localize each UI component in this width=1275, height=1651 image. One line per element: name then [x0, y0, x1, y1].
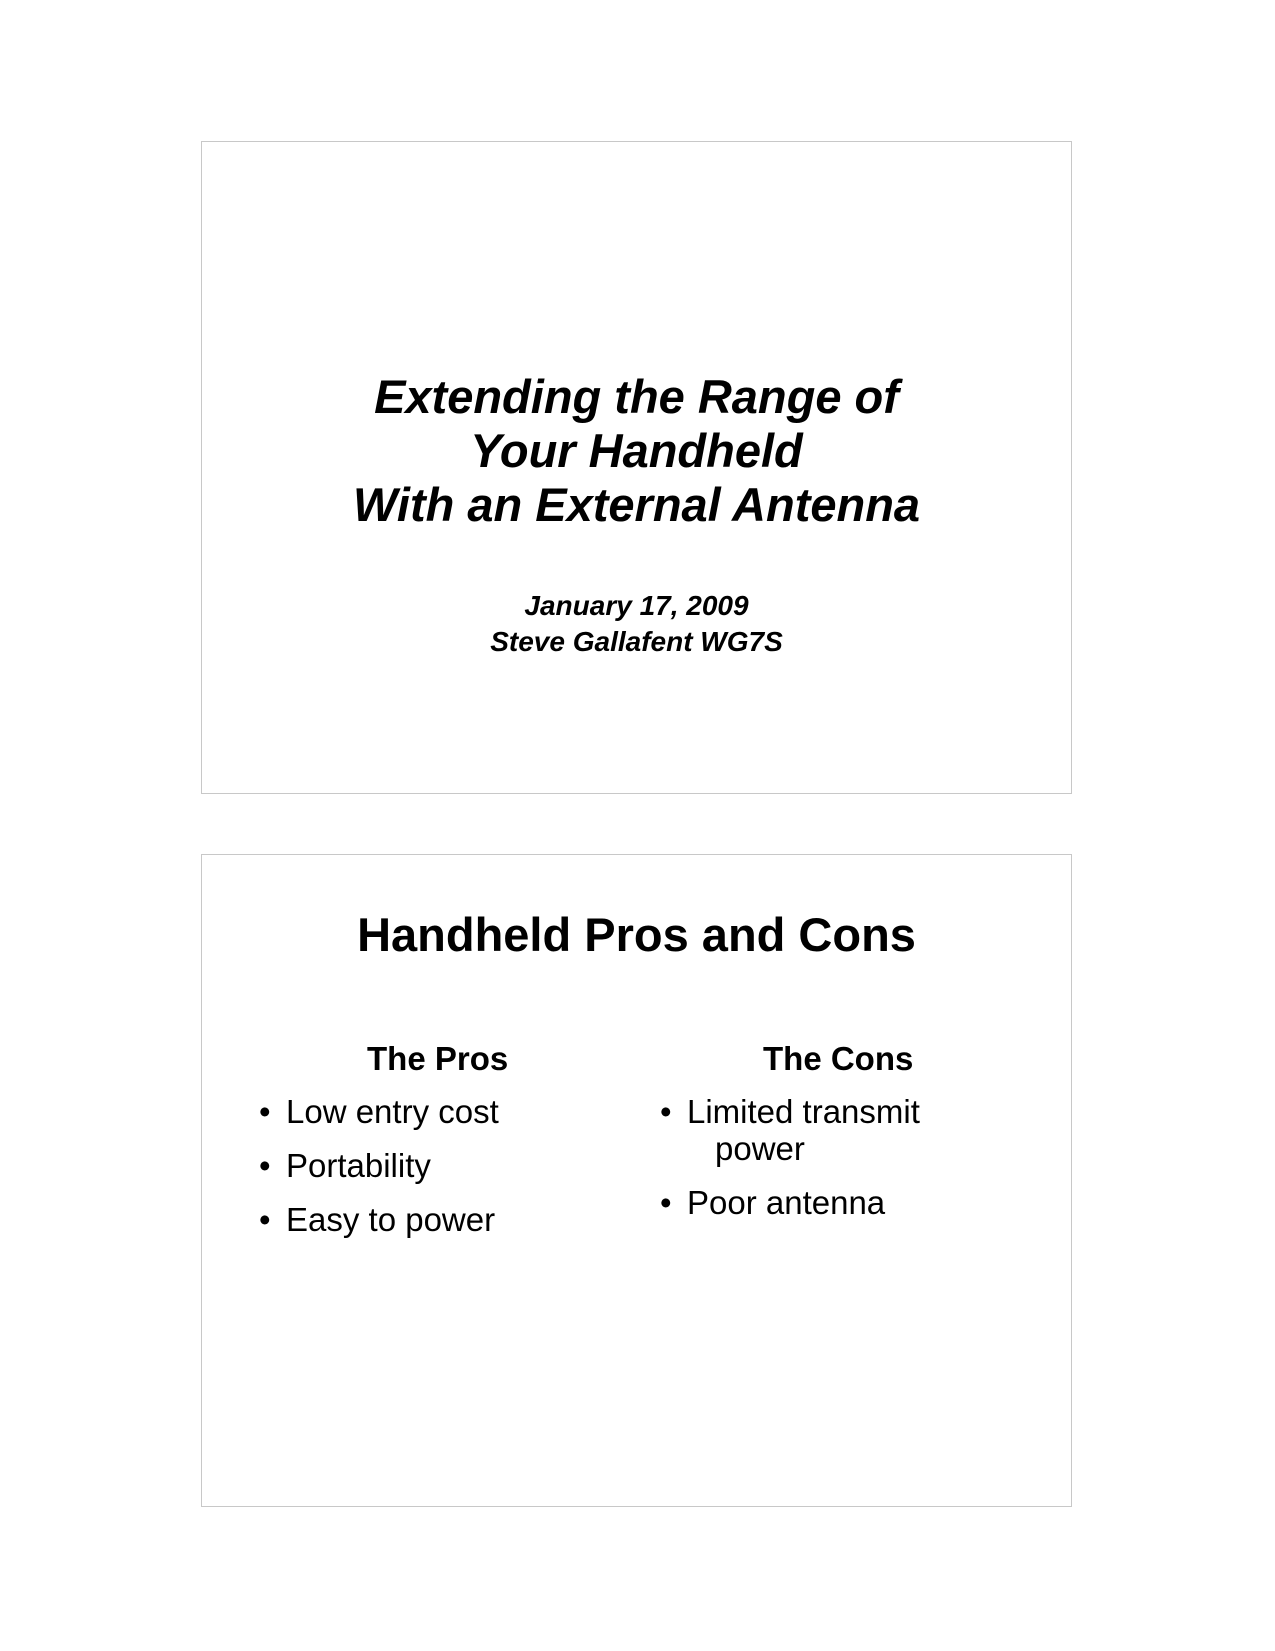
bullet-icon: • [660, 1184, 672, 1221]
list-item [658, 1184, 1038, 1221]
pros-item-text: Easy to power [286, 1201, 496, 1238]
cons-item-text-continued: power [715, 1130, 805, 1167]
list-item [257, 1147, 637, 1184]
pros-heading: The Pros [367, 1040, 509, 1077]
pros-item-text: Portability [286, 1147, 431, 1184]
pros-item-text: Low entry cost [286, 1093, 499, 1130]
bullet-icon: • [259, 1201, 271, 1238]
presentation-subtitle [202, 588, 1071, 660]
pros-column [257, 1039, 637, 1255]
cons-item-text: Poor antenna [687, 1184, 886, 1221]
cons-list [658, 1093, 1038, 1221]
list-item [257, 1201, 637, 1238]
cons-heading: The Cons [763, 1040, 914, 1077]
title-line-3: With an External Antenna [352, 478, 921, 531]
slide-title [201, 141, 1072, 794]
title-line-2: Your Handheld [470, 424, 803, 477]
cons-column [658, 1039, 1038, 1238]
slide-pros-cons [201, 854, 1072, 1507]
list-item [257, 1093, 637, 1130]
presentation-date: January 17, 2009 [524, 590, 749, 621]
title-line-1: Extending the Range of [374, 370, 899, 423]
bullet-icon: • [660, 1093, 672, 1130]
bullet-icon: • [259, 1147, 271, 1184]
slide-heading: Handheld Pros and Cons [357, 908, 916, 961]
cons-item-text: Limited transmit [687, 1093, 920, 1130]
pros-list [257, 1093, 637, 1238]
bullet-icon: • [259, 1093, 271, 1130]
presentation-title [202, 370, 1071, 532]
presentation-author: Steve Gallafent WG7S [490, 626, 783, 657]
list-item [658, 1093, 1038, 1167]
